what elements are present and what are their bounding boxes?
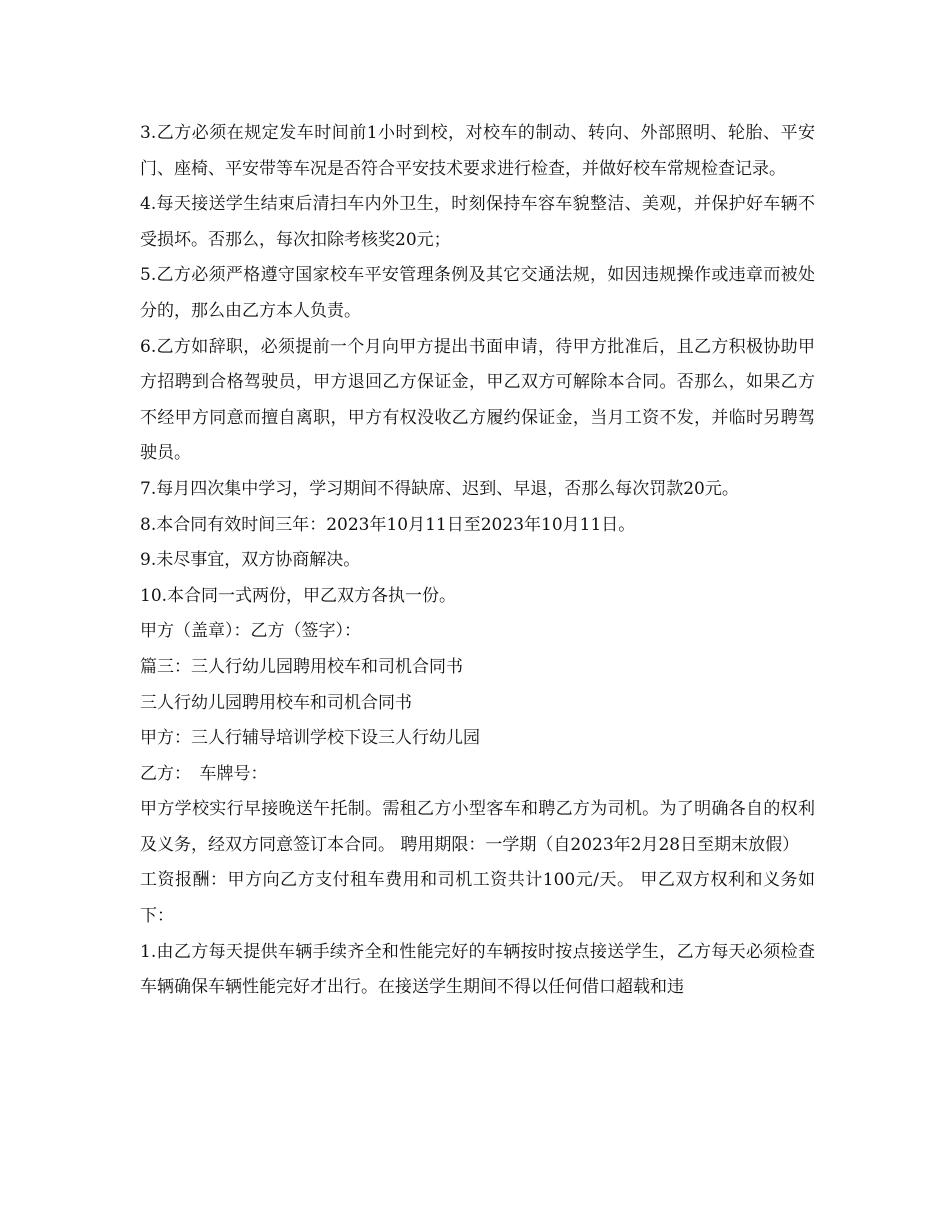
clause-7: 7.每月四次集中学习，学习期间不得缺席、迟到、早退，否那么每次罚款20元。 [140,478,739,499]
salary-terms: 工资报酬：甲方向乙方支付租车费用和司机工资共计100元/天。 甲乙双方权利和义务如下： [140,870,815,927]
clause-3: 3.乙方必须在规定发车时间前1小时到校，对校车的制动、转向、外部照明、轮胎、平安门、座椅、平安带等车况是否符合平安技术要求进行检查，并做好校车常规检查记录。 [140,123,815,179]
contract-title: 三人行幼儿园聘用校车和司机合同书 [140,692,412,713]
signature-line: 甲方（盖章）：乙方（签字）： [140,621,361,642]
party-b: 乙方： 车牌号： [140,763,268,784]
party-a: 甲方：三人行辅导培训学校下设三人行幼儿园 [140,728,480,749]
clause-4: 4.每天接送学生结束后清扫车内外卫生，时刻保持车容车貌整洁、美观，并保护好车辆不受损坏。否那么，每次扣除考核奖20元； [140,194,815,250]
clause-5: 5.乙方必须严格遵守国家校车平安管理条例及其它交通法规，如因违规操作或违章而被处分的，那么由乙方本人负责。 [140,265,815,321]
clause-8: 8.本合同有效时间三年：2023年10月11日至2023年10月11日。 [140,514,636,535]
clause-6: 6.乙方如辞职，必须提前一个月向甲方提出书面申请，待甲方批准后，且乙方积极协助甲方招聘到合格驾驶员，甲方退回乙方保证金，甲乙双方可解除本合同。否那么，如果乙方不经甲方同意而擅自离职，甲方有权没收乙方履约保证金，当月工资不发，并临时另聘驾驶员。 [140,336,815,464]
section-heading: 篇三：三人行幼儿园聘用校车和司机合同书 [140,656,463,677]
contract-intro: 甲方学校实行早接晚送午托制。需租乙方小型客车和聘乙方为司机。为了明确各自的权利及义务，经双方同意签订本合同。 聘用期限：一学期（自2023年2月28日至期末放假） [140,799,815,855]
clause-10: 10.本合同一式两份，甲乙双方各执一份。 [140,585,457,606]
document-page [140,116,815,1006]
clause-9: 9.未尽事宜，双方协商解决。 [140,550,361,571]
duty-clause-1: 1.由乙方每天提供车辆手续齐全和性能完好的车辆按时按点接送学生，乙方每天必须检查车辆确保车辆性能完好才出行。在接送学生期间不得以任何借口超载和违 [140,941,815,998]
